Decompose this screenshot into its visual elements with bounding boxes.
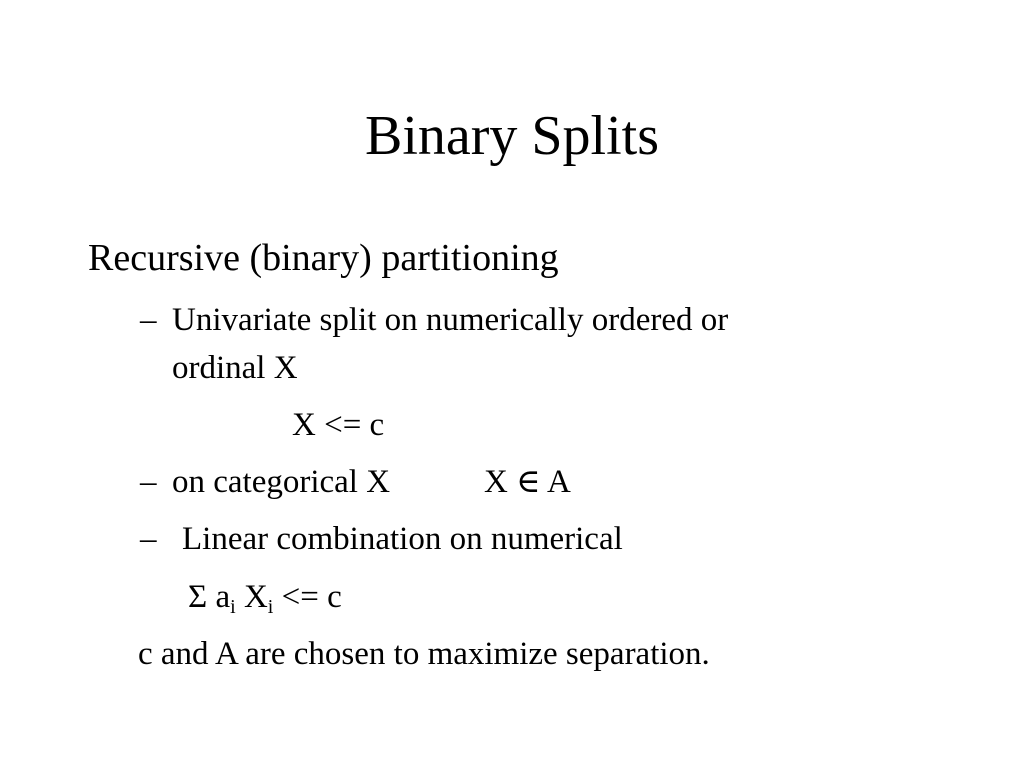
formula-x: X	[484, 464, 508, 500]
formula-a: A	[546, 464, 571, 500]
formula-x-leq-c: X <= c	[292, 407, 385, 443]
sub-bullet-categorical-text: on categorical X	[172, 464, 391, 500]
formula-x-in-a	[484, 462, 571, 502]
conclusion-text: c and A are chosen to maximize separation.	[138, 636, 710, 672]
sub-bullet-univariate	[140, 300, 728, 340]
formula-a-subscript: i	[230, 596, 236, 618]
dash-marker: –	[140, 521, 157, 557]
formula-x-term: X	[243, 579, 268, 615]
sub-bullet-categorical	[140, 462, 390, 502]
dash-marker: –	[140, 464, 157, 500]
sub-bullet-univariate-continuation: ordinal X	[172, 350, 298, 386]
sigma-symbol: Σ	[188, 579, 208, 615]
sub-bullet-linear-combination-text: Linear combination on numerical	[182, 521, 623, 557]
dash-marker: –	[140, 302, 157, 338]
formula-sum-ai-xi	[188, 577, 342, 617]
formula-x-subscript: i	[267, 596, 274, 618]
formula-a-term: a	[215, 579, 231, 615]
sub-bullet-linear-combination	[140, 519, 623, 559]
formula-leq-c: <= c	[281, 579, 342, 615]
bullet-recursive-partitioning: Recursive (binary) partitioning	[88, 237, 559, 279]
sub-bullet-univariate-text: Univariate split on numerically ordered or	[172, 302, 729, 338]
slide-title: Binary Splits	[364, 105, 660, 167]
element-of-symbol: ∈	[516, 464, 541, 500]
